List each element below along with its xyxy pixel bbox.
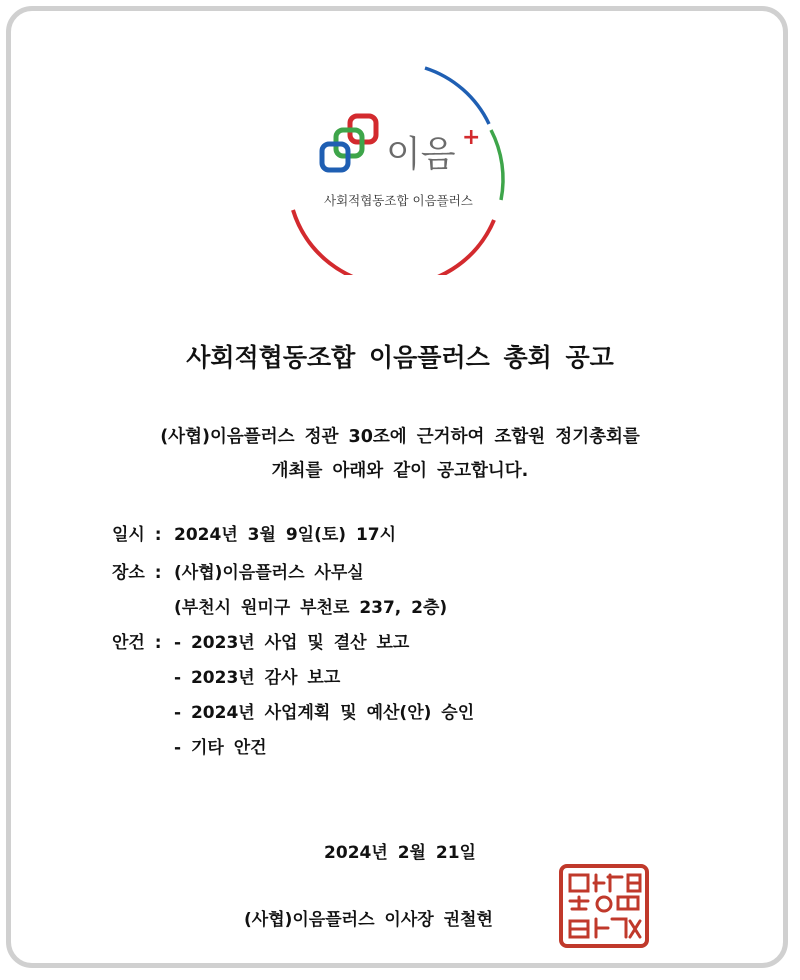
official-seal-icon (558, 863, 650, 949)
logo-arc-green (491, 130, 503, 200)
agenda-label: 안건 : (112, 633, 162, 653)
place-label: 장소 : (112, 563, 162, 583)
logo-arc-red (293, 210, 494, 275)
datetime-value: 2024년 3월 9일(토) 17시 (174, 525, 397, 545)
logo-wordmark: 이음 (386, 134, 456, 175)
intro-line-2: 개최를 아래와 같이 공고합니다. (271, 461, 529, 481)
logo-plus: + (462, 125, 481, 150)
agenda-item: - 2023년 사업 및 결산 보고 (174, 633, 410, 653)
agenda-item: - 기타 안건 (174, 738, 267, 758)
place-address: (부천시 원미구 부천로 237, 2층) (174, 598, 448, 618)
agenda-item: - 2023년 감사 보고 (174, 668, 341, 688)
logo-subtitle: 사회적협동조합 이음플러스 (324, 193, 473, 208)
logo-arc-blue (425, 68, 489, 124)
agenda-item: - 2024년 사업계획 및 예산(안) 승인 (174, 703, 475, 723)
datetime-label: 일시 : (112, 525, 162, 545)
notice-intro (0, 420, 800, 488)
signature-line: (사협)이음플러스 이사장 권철현 (244, 910, 493, 930)
cooperative-logo (280, 60, 520, 275)
notice-title: 사회적협동조합 이음플러스 총회 공고 (186, 343, 614, 372)
place-value: (사협)이음플러스 사무실 (174, 563, 364, 583)
notice-date: 2024년 2월 21일 (324, 843, 476, 863)
intro-line-1: (사협)이음플러스 정관 30조에 근거하여 조합원 정기총회를 (160, 427, 640, 447)
